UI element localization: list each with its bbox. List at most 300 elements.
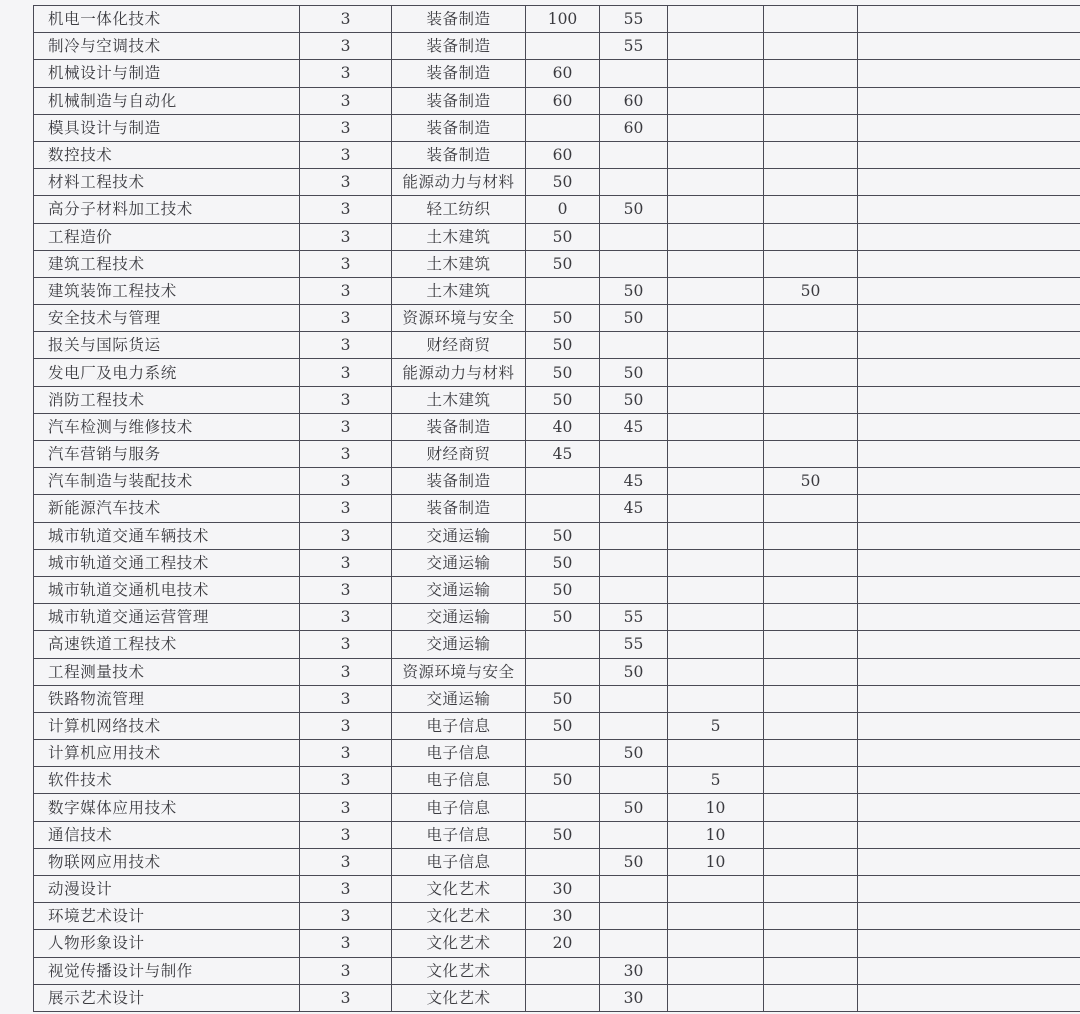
table-row [34, 930, 1080, 957]
years-cell: 3 [300, 903, 392, 930]
major-name-cell: 汽车制造与装配技术 [34, 468, 300, 495]
quota-col-5-cell [858, 305, 1080, 332]
quota-col-1-cell: 30 [526, 903, 600, 930]
major-name-cell: 工程测量技术 [34, 658, 300, 685]
table-row [34, 549, 1080, 576]
quota-col-2-cell [600, 250, 668, 277]
quota-col-1-cell: 20 [526, 930, 600, 957]
quota-col-2-cell: 50 [600, 658, 668, 685]
quota-col-2-cell [600, 712, 668, 739]
table-row [34, 468, 1080, 495]
quota-col-5-cell [858, 196, 1080, 223]
table-row [34, 522, 1080, 549]
quota-col-3-cell: 10 [668, 848, 764, 875]
major-name-cell: 建筑装饰工程技术 [34, 277, 300, 304]
category-cell: 文化艺术 [392, 957, 526, 984]
table-row [34, 223, 1080, 250]
quota-col-1-cell: 50 [526, 821, 600, 848]
category-cell: 电子信息 [392, 848, 526, 875]
quota-col-5-cell [858, 141, 1080, 168]
category-cell: 装备制造 [392, 87, 526, 114]
quota-col-4-cell [764, 6, 858, 33]
enrollment-table [33, 5, 1080, 1012]
table-row [34, 6, 1080, 33]
quota-col-5-cell [858, 223, 1080, 250]
category-cell: 财经商贸 [392, 441, 526, 468]
quota-col-4-cell [764, 848, 858, 875]
quota-col-3-cell [668, 114, 764, 141]
category-cell: 装备制造 [392, 114, 526, 141]
quota-col-2-cell [600, 522, 668, 549]
quota-col-4-cell [764, 794, 858, 821]
quota-col-4-cell [764, 712, 858, 739]
quota-col-1-cell [526, 658, 600, 685]
table-row [34, 305, 1080, 332]
quota-col-4-cell [764, 767, 858, 794]
table-row [34, 60, 1080, 87]
quota-col-1-cell [526, 277, 600, 304]
category-cell: 交通运输 [392, 576, 526, 603]
quota-col-1-cell [526, 631, 600, 658]
category-cell: 文化艺术 [392, 930, 526, 957]
category-cell: 装备制造 [392, 141, 526, 168]
category-cell: 装备制造 [392, 6, 526, 33]
major-name-cell: 城市轨道交通工程技术 [34, 549, 300, 576]
quota-col-3-cell [668, 196, 764, 223]
quota-col-2-cell: 45 [600, 495, 668, 522]
major-name-cell: 展示艺术设计 [34, 984, 300, 1011]
table-row [34, 767, 1080, 794]
quota-col-5-cell [858, 250, 1080, 277]
quota-col-5-cell [858, 930, 1080, 957]
table-row [34, 386, 1080, 413]
quota-col-2-cell: 55 [600, 33, 668, 60]
major-name-cell: 通信技术 [34, 821, 300, 848]
major-name-cell: 汽车营销与服务 [34, 441, 300, 468]
quota-col-2-cell [600, 141, 668, 168]
quota-col-5-cell [858, 712, 1080, 739]
quota-col-3-cell [668, 441, 764, 468]
quota-col-1-cell: 50 [526, 332, 600, 359]
quota-col-4-cell [764, 604, 858, 631]
category-cell: 土木建筑 [392, 250, 526, 277]
quota-col-3-cell [668, 522, 764, 549]
major-name-cell: 报关与国际货运 [34, 332, 300, 359]
quota-col-1-cell [526, 740, 600, 767]
major-name-cell: 消防工程技术 [34, 386, 300, 413]
quota-col-5-cell [858, 468, 1080, 495]
quota-col-5-cell [858, 169, 1080, 196]
major-name-cell: 模具设计与制造 [34, 114, 300, 141]
quota-col-3-cell [668, 604, 764, 631]
table-row [34, 658, 1080, 685]
table-row [34, 631, 1080, 658]
quota-col-4-cell [764, 984, 858, 1011]
quota-col-4-cell [764, 386, 858, 413]
quota-col-2-cell: 55 [600, 631, 668, 658]
quota-col-1-cell: 50 [526, 604, 600, 631]
quota-col-5-cell [858, 631, 1080, 658]
years-cell: 3 [300, 223, 392, 250]
quota-col-5-cell [858, 87, 1080, 114]
major-name-cell: 高分子材料加工技术 [34, 196, 300, 223]
quota-col-3-cell [668, 631, 764, 658]
major-name-cell: 城市轨道交通车辆技术 [34, 522, 300, 549]
major-name-cell: 城市轨道交通机电技术 [34, 576, 300, 603]
quota-col-2-cell: 45 [600, 468, 668, 495]
quota-col-5-cell [858, 386, 1080, 413]
quota-col-1-cell: 50 [526, 386, 600, 413]
major-name-cell: 视觉传播设计与制作 [34, 957, 300, 984]
quota-col-2-cell [600, 223, 668, 250]
table-row [34, 277, 1080, 304]
category-cell: 能源动力与材料 [392, 169, 526, 196]
years-cell: 3 [300, 277, 392, 304]
quota-col-2-cell [600, 332, 668, 359]
quota-col-3-cell [668, 305, 764, 332]
major-name-cell: 机电一体化技术 [34, 6, 300, 33]
quota-col-3-cell [668, 576, 764, 603]
quota-col-2-cell: 60 [600, 114, 668, 141]
quota-col-1-cell: 30 [526, 876, 600, 903]
table-row [34, 848, 1080, 875]
quota-col-5-cell [858, 685, 1080, 712]
years-cell: 3 [300, 33, 392, 60]
years-cell: 3 [300, 658, 392, 685]
quota-col-2-cell [600, 876, 668, 903]
category-cell: 装备制造 [392, 33, 526, 60]
quota-col-4-cell [764, 930, 858, 957]
quota-col-2-cell: 50 [600, 740, 668, 767]
quota-col-2-cell [600, 441, 668, 468]
category-cell: 交通运输 [392, 631, 526, 658]
quota-col-3-cell [668, 413, 764, 440]
major-name-cell: 制冷与空调技术 [34, 33, 300, 60]
years-cell: 3 [300, 87, 392, 114]
category-cell: 财经商贸 [392, 332, 526, 359]
quota-col-3-cell: 10 [668, 794, 764, 821]
years-cell: 3 [300, 495, 392, 522]
quota-col-3-cell [668, 87, 764, 114]
category-cell: 土木建筑 [392, 386, 526, 413]
major-name-cell: 高速铁道工程技术 [34, 631, 300, 658]
major-name-cell: 动漫设计 [34, 876, 300, 903]
quota-col-3-cell [668, 386, 764, 413]
table-row [34, 196, 1080, 223]
quota-col-3-cell [668, 6, 764, 33]
quota-col-1-cell: 60 [526, 141, 600, 168]
years-cell: 3 [300, 169, 392, 196]
years-cell: 3 [300, 441, 392, 468]
years-cell: 3 [300, 631, 392, 658]
quota-col-4-cell [764, 658, 858, 685]
quota-col-2-cell [600, 685, 668, 712]
quota-col-5-cell [858, 495, 1080, 522]
table-row [34, 114, 1080, 141]
category-cell: 电子信息 [392, 767, 526, 794]
quota-col-3-cell: 5 [668, 712, 764, 739]
quota-col-2-cell [600, 60, 668, 87]
years-cell: 3 [300, 767, 392, 794]
category-cell: 装备制造 [392, 495, 526, 522]
quota-col-4-cell [764, 114, 858, 141]
quota-col-2-cell [600, 169, 668, 196]
quota-col-1-cell [526, 957, 600, 984]
quota-col-3-cell [668, 957, 764, 984]
quota-col-2-cell: 45 [600, 413, 668, 440]
quota-col-4-cell [764, 332, 858, 359]
quota-col-5-cell [858, 441, 1080, 468]
quota-col-2-cell: 50 [600, 305, 668, 332]
category-cell: 能源动力与材料 [392, 359, 526, 386]
quota-col-3-cell [668, 332, 764, 359]
quota-col-5-cell [858, 332, 1080, 359]
category-cell: 土木建筑 [392, 223, 526, 250]
major-name-cell: 环境艺术设计 [34, 903, 300, 930]
quota-col-1-cell: 50 [526, 169, 600, 196]
major-name-cell: 机械制造与自动化 [34, 87, 300, 114]
quota-col-1-cell: 50 [526, 223, 600, 250]
quota-col-4-cell [764, 957, 858, 984]
category-cell: 装备制造 [392, 413, 526, 440]
table-row [34, 332, 1080, 359]
years-cell: 3 [300, 984, 392, 1011]
table-row [34, 87, 1080, 114]
quota-col-4-cell [764, 441, 858, 468]
table-row [34, 33, 1080, 60]
category-cell: 资源环境与安全 [392, 658, 526, 685]
major-name-cell: 计算机网络技术 [34, 712, 300, 739]
quota-col-3-cell [668, 223, 764, 250]
table-row [34, 957, 1080, 984]
quota-col-1-cell: 0 [526, 196, 600, 223]
years-cell: 3 [300, 141, 392, 168]
quota-col-5-cell [858, 576, 1080, 603]
table-row [34, 413, 1080, 440]
category-cell: 电子信息 [392, 740, 526, 767]
quota-col-3-cell [668, 903, 764, 930]
quota-col-3-cell: 10 [668, 821, 764, 848]
quota-col-4-cell [764, 169, 858, 196]
quota-col-1-cell [526, 794, 600, 821]
category-cell: 电子信息 [392, 821, 526, 848]
quota-col-1-cell: 40 [526, 413, 600, 440]
quota-col-5-cell [858, 6, 1080, 33]
category-cell: 交通运输 [392, 522, 526, 549]
quota-col-2-cell: 30 [600, 984, 668, 1011]
major-name-cell: 数控技术 [34, 141, 300, 168]
years-cell: 3 [300, 6, 392, 33]
years-cell: 3 [300, 522, 392, 549]
years-cell: 3 [300, 386, 392, 413]
category-cell: 电子信息 [392, 712, 526, 739]
quota-col-4-cell [764, 250, 858, 277]
quota-col-4-cell [764, 685, 858, 712]
quota-col-5-cell [858, 549, 1080, 576]
quota-col-2-cell: 55 [600, 6, 668, 33]
years-cell: 3 [300, 60, 392, 87]
quota-col-3-cell: 5 [668, 767, 764, 794]
category-cell: 装备制造 [392, 60, 526, 87]
quota-col-5-cell [858, 413, 1080, 440]
quota-col-2-cell: 55 [600, 604, 668, 631]
quota-col-5-cell [858, 903, 1080, 930]
table-row [34, 685, 1080, 712]
quota-col-5-cell [858, 33, 1080, 60]
table-row [34, 359, 1080, 386]
quota-col-5-cell [858, 984, 1080, 1011]
years-cell: 3 [300, 876, 392, 903]
quota-col-2-cell: 50 [600, 794, 668, 821]
quota-col-2-cell [600, 930, 668, 957]
quota-col-1-cell: 60 [526, 87, 600, 114]
years-cell: 3 [300, 685, 392, 712]
table-row [34, 984, 1080, 1011]
quota-col-1-cell [526, 848, 600, 875]
quota-col-1-cell: 45 [526, 441, 600, 468]
years-cell: 3 [300, 549, 392, 576]
table-row [34, 250, 1080, 277]
table-row [34, 903, 1080, 930]
major-name-cell: 软件技术 [34, 767, 300, 794]
years-cell: 3 [300, 930, 392, 957]
quota-col-2-cell: 50 [600, 196, 668, 223]
years-cell: 3 [300, 196, 392, 223]
quota-col-3-cell [668, 359, 764, 386]
quota-col-1-cell [526, 468, 600, 495]
quota-col-1-cell: 100 [526, 6, 600, 33]
quota-col-5-cell [858, 359, 1080, 386]
table-row [34, 576, 1080, 603]
table-row [34, 712, 1080, 739]
category-cell: 文化艺术 [392, 876, 526, 903]
category-cell: 轻工纺织 [392, 196, 526, 223]
quota-col-4-cell [764, 903, 858, 930]
years-cell: 3 [300, 821, 392, 848]
quota-col-1-cell: 50 [526, 250, 600, 277]
quota-col-2-cell [600, 576, 668, 603]
quota-col-1-cell: 50 [526, 767, 600, 794]
quota-col-2-cell [600, 549, 668, 576]
quota-col-1-cell: 60 [526, 60, 600, 87]
quota-col-1-cell: 50 [526, 576, 600, 603]
years-cell: 3 [300, 712, 392, 739]
category-cell: 交通运输 [392, 549, 526, 576]
quota-col-4-cell: 50 [764, 468, 858, 495]
category-cell: 土木建筑 [392, 277, 526, 304]
major-name-cell: 建筑工程技术 [34, 250, 300, 277]
quota-col-4-cell [764, 196, 858, 223]
major-name-cell: 发电厂及电力系统 [34, 359, 300, 386]
years-cell: 3 [300, 794, 392, 821]
quota-col-5-cell [858, 740, 1080, 767]
quota-col-3-cell [668, 468, 764, 495]
quota-col-4-cell [764, 359, 858, 386]
years-cell: 3 [300, 250, 392, 277]
category-cell: 交通运输 [392, 604, 526, 631]
quota-col-3-cell [668, 984, 764, 1011]
quota-col-3-cell [668, 277, 764, 304]
quota-col-4-cell [764, 413, 858, 440]
quota-col-4-cell [764, 87, 858, 114]
quota-col-4-cell: 50 [764, 277, 858, 304]
quota-col-2-cell: 30 [600, 957, 668, 984]
table-row [34, 794, 1080, 821]
years-cell: 3 [300, 604, 392, 631]
major-name-cell: 安全技术与管理 [34, 305, 300, 332]
quota-col-3-cell [668, 33, 764, 60]
quota-col-4-cell [764, 876, 858, 903]
major-name-cell: 机械设计与制造 [34, 60, 300, 87]
quota-col-1-cell: 50 [526, 522, 600, 549]
quota-col-4-cell [764, 33, 858, 60]
quota-col-1-cell: 50 [526, 305, 600, 332]
table-row [34, 141, 1080, 168]
table-row [34, 604, 1080, 631]
table-body [34, 6, 1080, 1012]
category-cell: 电子信息 [392, 794, 526, 821]
major-name-cell: 铁路物流管理 [34, 685, 300, 712]
major-name-cell: 材料工程技术 [34, 169, 300, 196]
quota-col-3-cell [668, 169, 764, 196]
category-cell: 装备制造 [392, 468, 526, 495]
quota-col-3-cell [668, 658, 764, 685]
quota-col-1-cell: 50 [526, 359, 600, 386]
major-name-cell: 数字媒体应用技术 [34, 794, 300, 821]
quota-col-2-cell [600, 903, 668, 930]
quota-col-3-cell [668, 549, 764, 576]
category-cell: 资源环境与安全 [392, 305, 526, 332]
years-cell: 3 [300, 848, 392, 875]
major-name-cell: 计算机应用技术 [34, 740, 300, 767]
quota-col-1-cell [526, 33, 600, 60]
quota-col-4-cell [764, 305, 858, 332]
quota-col-2-cell: 50 [600, 359, 668, 386]
quota-col-2-cell: 50 [600, 848, 668, 875]
years-cell: 3 [300, 359, 392, 386]
major-name-cell: 汽车检测与维修技术 [34, 413, 300, 440]
quota-col-2-cell: 60 [600, 87, 668, 114]
major-name-cell: 工程造价 [34, 223, 300, 250]
quota-col-4-cell [764, 549, 858, 576]
major-name-cell: 人物形象设计 [34, 930, 300, 957]
years-cell: 3 [300, 576, 392, 603]
quota-col-1-cell [526, 984, 600, 1011]
table-row [34, 169, 1080, 196]
table-row [34, 495, 1080, 522]
quota-col-5-cell [858, 957, 1080, 984]
years-cell: 3 [300, 740, 392, 767]
quota-col-1-cell [526, 495, 600, 522]
quota-col-3-cell [668, 876, 764, 903]
quota-col-5-cell [858, 848, 1080, 875]
category-cell: 文化艺术 [392, 903, 526, 930]
quota-col-3-cell [668, 740, 764, 767]
quota-col-5-cell [858, 60, 1080, 87]
quota-col-5-cell [858, 114, 1080, 141]
quota-col-5-cell [858, 522, 1080, 549]
quota-col-4-cell [764, 223, 858, 250]
quota-col-4-cell [764, 522, 858, 549]
quota-col-3-cell [668, 250, 764, 277]
quota-col-3-cell [668, 495, 764, 522]
quota-col-2-cell [600, 767, 668, 794]
years-cell: 3 [300, 305, 392, 332]
quota-col-3-cell [668, 141, 764, 168]
years-cell: 3 [300, 468, 392, 495]
quota-col-5-cell [858, 876, 1080, 903]
table-row [34, 740, 1080, 767]
